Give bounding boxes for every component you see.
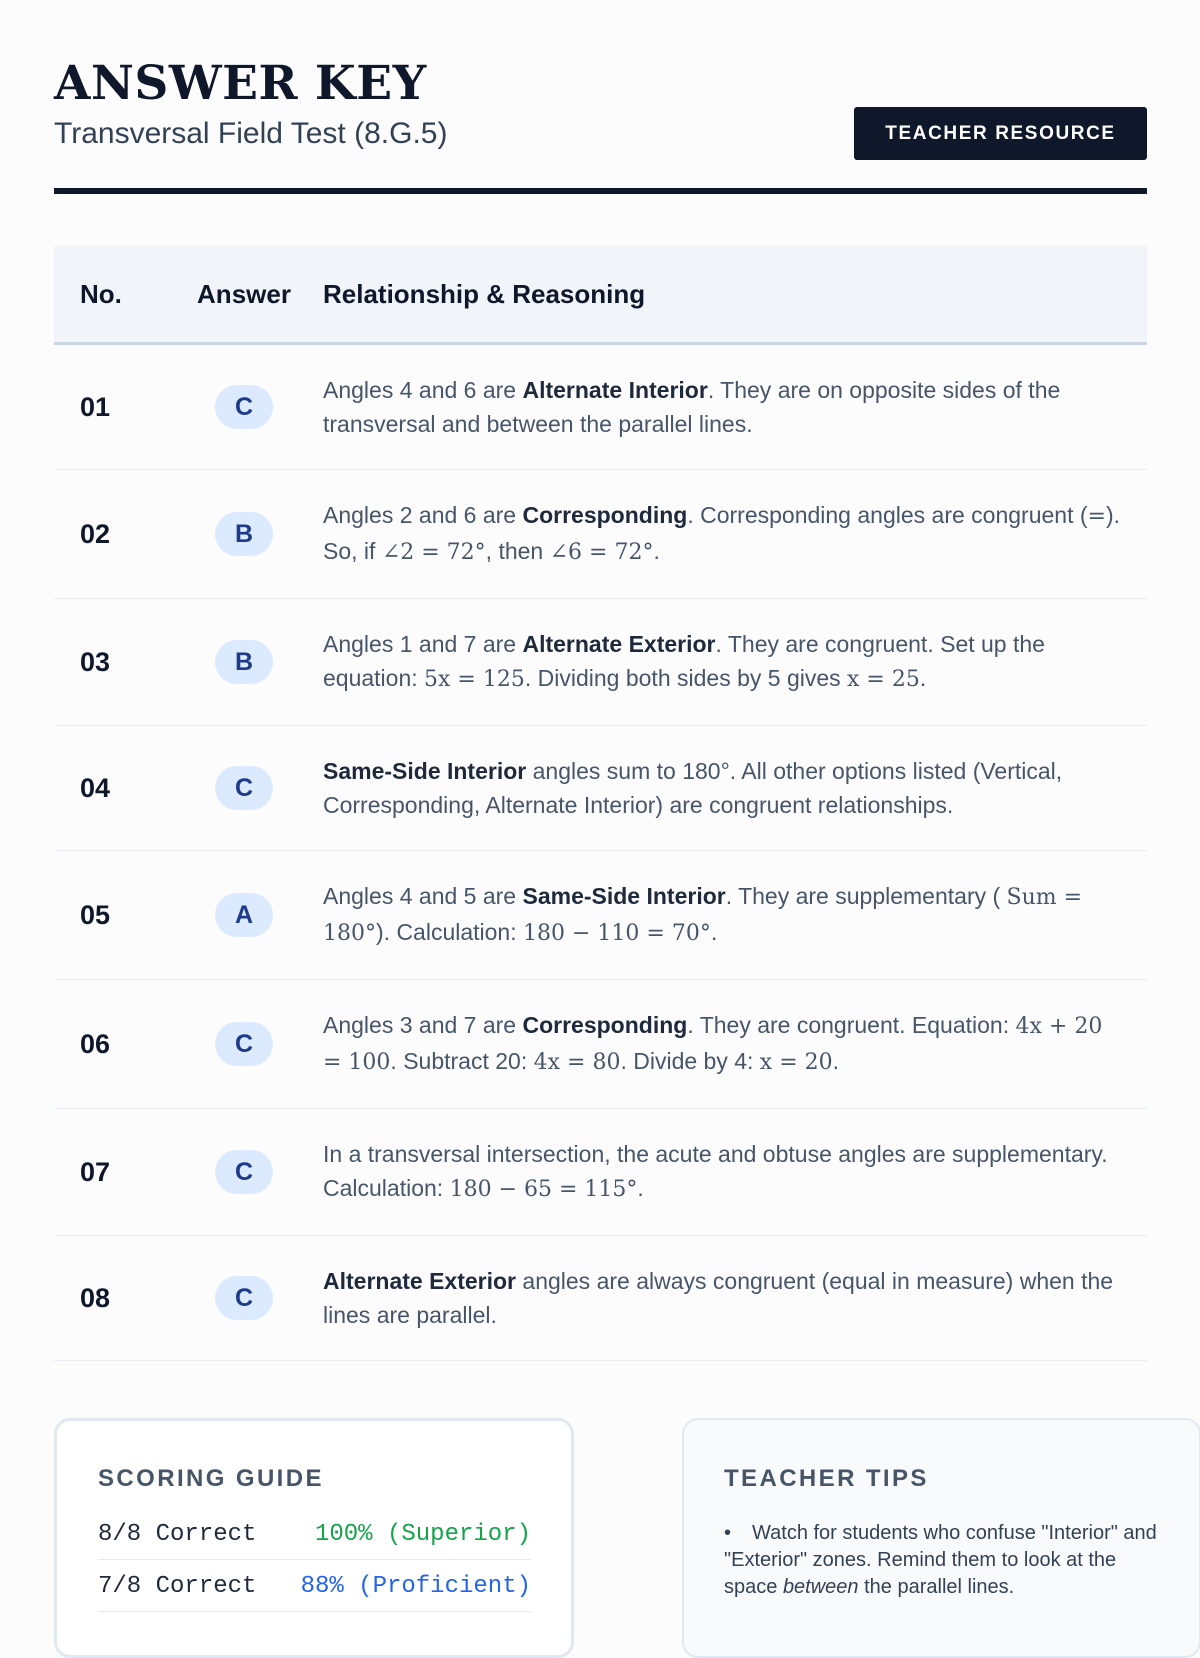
answer-cell: [165, 470, 323, 599]
reasoning-cell: [323, 1109, 1147, 1236]
reasoning-cell: [323, 1236, 1147, 1361]
reasoning-text: angles sum to 180°. All other options listed (Vertical, Corresponding, Alternate Interior) are congruent relationships.: [323, 758, 1063, 818]
reasoning-text: ). So, if: [323, 502, 1121, 564]
math-expression: 4x = 80: [533, 1050, 621, 1075]
answer-cell: [165, 344, 323, 470]
question-number: 03: [80, 646, 111, 677]
answer-row: [54, 470, 1147, 599]
answer-choice-badge: C: [215, 1022, 273, 1066]
reasoning-text: . They are supplementary (: [725, 883, 1007, 909]
math-expression: =: [1087, 504, 1106, 529]
answer-cell: [165, 980, 323, 1109]
score-value: 88% (Proficient): [300, 1573, 531, 1600]
reasoning-text: . Corresponding angles are congruent (: [687, 502, 1088, 528]
answer-table: [54, 246, 1147, 1361]
question-number: 02: [80, 518, 111, 549]
reasoning-text: angles are always congruent (equal in measure) when the lines are parallel.: [323, 1268, 1114, 1328]
score-label: 7/8 Correct: [98, 1573, 257, 1600]
term-highlight: Corresponding: [522, 1012, 688, 1038]
math-expression: 4x + 20 = 100: [323, 1014, 1103, 1075]
reasoning-text: . Dividing both sides by 5 gives: [524, 665, 848, 691]
question-number: 01: [80, 391, 111, 422]
column-header-reasoning: Relationship & Reasoning: [323, 246, 1147, 344]
answer-cell: [165, 1109, 323, 1236]
answer-key-page: [54, 0, 1157, 1600]
reasoning-cell: [323, 851, 1147, 980]
answer-choice-badge: C: [215, 766, 273, 810]
reasoning-cell: [323, 726, 1147, 851]
page-header: [54, 0, 1147, 194]
question-number: 05: [80, 899, 111, 930]
reasoning-text: . They are on opposite sides of the transversal and between the parallel lines.: [323, 377, 1061, 437]
reasoning-text: .: [710, 919, 718, 945]
scoring-row: [98, 1507, 531, 1560]
score-value: 100% (Superior): [314, 1521, 531, 1548]
answer-cell: [165, 1236, 323, 1361]
column-header-answer: Answer: [165, 246, 323, 344]
term-highlight: Same-Side Interior: [522, 883, 726, 909]
reasoning-cell: [323, 344, 1147, 470]
page-title: ANSWER KEY: [54, 56, 427, 111]
reasoning-cell: [323, 980, 1147, 1109]
column-header-number: No.: [54, 246, 165, 344]
answer-choice-badge: A: [215, 893, 273, 937]
question-number: 08: [80, 1282, 111, 1313]
answer-choice-badge: C: [215, 385, 273, 429]
math-expression: 180 − 110 = 70°: [523, 921, 711, 946]
term-highlight: Same-Side Interior: [323, 758, 527, 784]
reasoning-text: the parallel lines.: [858, 1576, 1015, 1598]
answer-row: [54, 980, 1147, 1109]
teacher-resource-badge: TEACHER RESOURCE: [854, 107, 1147, 160]
math-expression: Sum = 180°: [323, 885, 1083, 946]
question-number: 07: [80, 1156, 111, 1187]
math-expression: ∠2 = 72°: [381, 540, 486, 565]
scoring-guide-title: SCORING GUIDE: [98, 1465, 324, 1492]
term-highlight: Corresponding: [522, 502, 688, 528]
teacher-tips-list: [724, 1520, 1164, 1601]
reasoning-text: . They are congruent. Equation:: [687, 1012, 1016, 1038]
answer-row: [54, 1236, 1147, 1361]
page-subtitle: Transversal Field Test (8.G.5): [54, 117, 448, 150]
question-number: 06: [80, 1028, 111, 1059]
term-highlight: Alternate Exterior: [522, 631, 716, 657]
answer-row: [54, 599, 1147, 726]
reasoning-text: . Subtract 20:: [390, 1048, 534, 1074]
term-highlight: Alternate Interior: [522, 377, 708, 403]
answer-row: [54, 726, 1147, 851]
answer-table-header: [54, 246, 1147, 344]
tip-item: [724, 1520, 1164, 1601]
score-label: 8/8 Correct: [98, 1521, 257, 1548]
reasoning-text: Angles 4 and 6 are: [323, 377, 523, 403]
scoring-guide-card: [54, 1418, 574, 1658]
reasoning-text: Angles 4 and 5 are: [323, 883, 523, 909]
reasoning-text: .: [653, 538, 660, 564]
scoring-row: [98, 1559, 531, 1612]
answer-choice-badge: C: [215, 1150, 273, 1194]
math-expression: x = 25: [847, 667, 920, 692]
reasoning-text: ). Calculation:: [376, 919, 524, 945]
math-expression: 180 − 65 = 115°: [449, 1177, 638, 1202]
answer-table-body: [54, 344, 1147, 1361]
reasoning-text: .: [919, 665, 927, 691]
answer-row: [54, 344, 1147, 470]
reasoning-text: Angles 1 and 7 are: [323, 631, 523, 657]
answer-choice-badge: B: [215, 640, 273, 684]
answer-row: [54, 1109, 1147, 1236]
reasoning-text: . They are congruent. Set up the equation:: [323, 631, 1045, 691]
term-highlight: Alternate Exterior: [323, 1268, 517, 1294]
answer-choice-badge: C: [215, 1276, 273, 1320]
emphasis-text: between: [782, 1576, 859, 1598]
teacher-tips-card: [682, 1418, 1200, 1658]
reasoning-cell: [323, 599, 1147, 726]
teacher-tips-title: TEACHER TIPS: [724, 1465, 929, 1492]
answer-cell: [165, 851, 323, 980]
math-expression: x = 20: [759, 1050, 833, 1075]
math-expression: ∠6 = 72°: [549, 540, 654, 565]
reasoning-text: Angles 3 and 7 are: [323, 1012, 523, 1038]
bullet-icon: •: [724, 1522, 732, 1544]
reasoning-text: Angles 2 and 6 are: [323, 502, 523, 528]
math-expression: 5x = 125: [424, 667, 525, 692]
answer-cell: [165, 726, 323, 851]
reasoning-text: In a transversal intersection, the acute and obtuse angles are supplementary. Calculation:: [323, 1141, 1108, 1201]
reasoning-text: .: [637, 1175, 644, 1201]
question-number: 04: [80, 772, 111, 803]
reasoning-cell: [323, 470, 1147, 599]
reasoning-text: . Divide by 4:: [620, 1048, 760, 1074]
answer-cell: [165, 599, 323, 726]
reasoning-text: Watch for students who confuse "Interior" and "Exterior" zones. Remind them to look at the space: [724, 1522, 1157, 1598]
answer-choice-badge: B: [215, 512, 273, 556]
answer-row: [54, 851, 1147, 980]
reasoning-text: .: [832, 1048, 840, 1074]
reasoning-text: , then: [485, 538, 550, 564]
